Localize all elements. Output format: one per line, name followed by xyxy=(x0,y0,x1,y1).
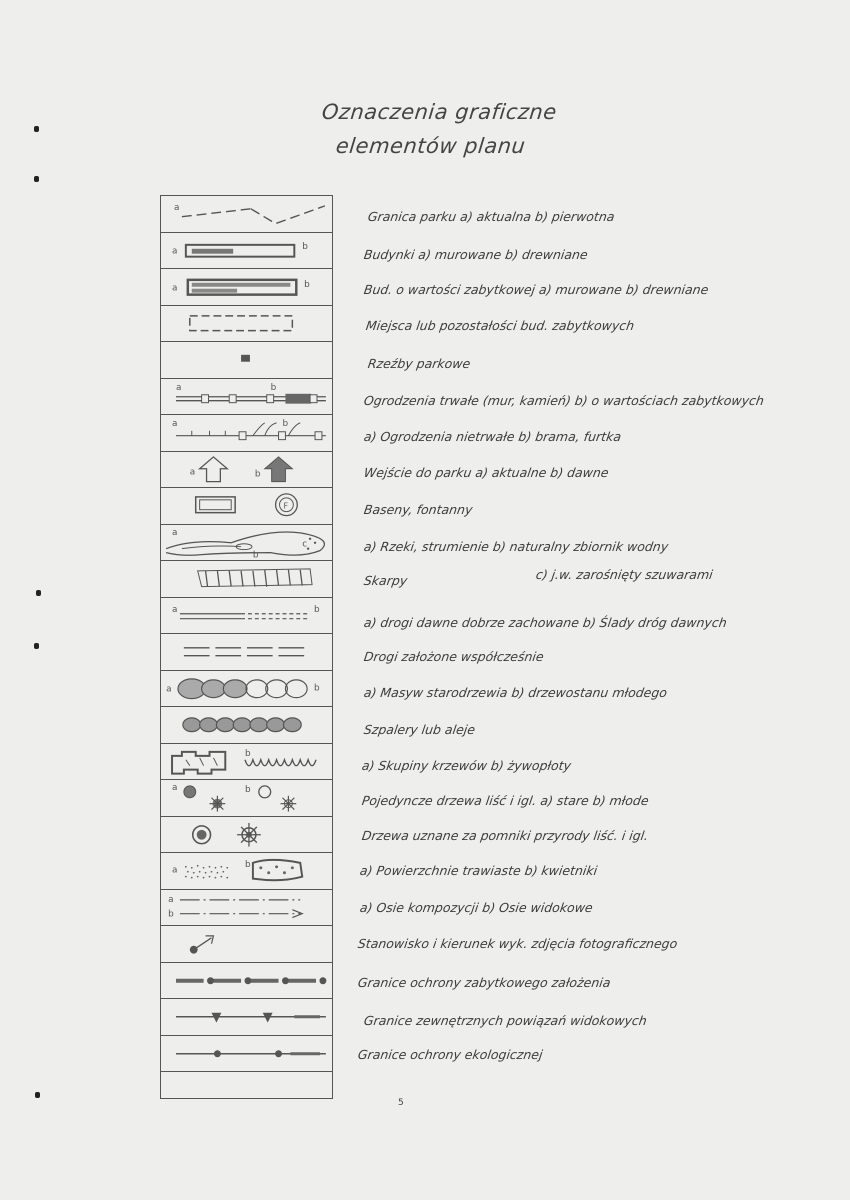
svg-text:b: b xyxy=(314,683,320,694)
buildings-symbol xyxy=(161,233,331,269)
legend-row xyxy=(161,999,332,1036)
temporary-fences-symbol xyxy=(161,415,331,451)
margin-mark xyxy=(34,643,39,649)
photo-position-symbol xyxy=(161,926,331,962)
legend-row xyxy=(161,415,332,452)
legend-label: Granice ochrony ekologicznej xyxy=(356,1047,544,1062)
svg-text:a: a xyxy=(172,246,178,257)
svg-text:a: a xyxy=(172,418,178,429)
legend-row xyxy=(161,634,332,671)
natural-monument-trees-symbol xyxy=(161,817,331,853)
svg-text:a: a xyxy=(172,865,178,876)
page-title-line-1: Oznaczenia graficzne xyxy=(320,100,559,124)
rivers-ponds-symbol xyxy=(161,525,331,561)
composition-axes-symbol xyxy=(161,890,331,926)
permanent-fences-symbol xyxy=(161,379,331,415)
svg-text:a: a xyxy=(175,382,182,393)
margin-mark xyxy=(35,1092,40,1098)
legend-label: Wejście do parku a) aktualne b) dawne xyxy=(362,465,610,480)
legend-label: Drzewa uznane za pomniki przyrody liść. i igl. xyxy=(360,828,650,843)
legend-row xyxy=(161,890,332,927)
legend-label: a) Rzeki, strumienie b) naturalny zbiornik wodny xyxy=(362,539,670,554)
svg-text:b: b xyxy=(245,859,251,870)
legend-table xyxy=(160,195,333,1099)
margin-mark xyxy=(34,176,39,182)
escarpments-symbol xyxy=(161,561,331,597)
svg-text:a: a xyxy=(172,283,178,294)
legend-row xyxy=(161,561,332,598)
legend-row xyxy=(161,780,332,817)
legend-row xyxy=(161,853,332,890)
page-mark: 5 xyxy=(398,1098,404,1108)
legend-row xyxy=(161,598,332,635)
legend-row xyxy=(161,671,332,708)
single-trees-symbol xyxy=(161,780,331,816)
margin-mark xyxy=(34,126,39,132)
ecological-protection-boundary-symbol xyxy=(161,1036,331,1072)
legend-row-empty xyxy=(161,1072,332,1098)
svg-text:b: b xyxy=(252,550,259,560)
legend-label: Ogrodzenia trwałe (mur, kamień) b) o wartościach zabytkowych xyxy=(362,393,765,408)
historic-remnants-symbol xyxy=(161,306,331,342)
legend-label: c) j.w. zarośnięty szuwarami xyxy=(534,567,714,582)
svg-text:b: b xyxy=(245,784,251,795)
legend-label: Budynki a) murowane b) drewniane xyxy=(362,247,589,262)
legend-row xyxy=(161,233,332,270)
legend-label: Szpalery lub aleje xyxy=(362,722,477,737)
legend-row xyxy=(161,196,332,233)
legend-row xyxy=(161,1036,332,1073)
legend-label: Miejsca lub pozostałości bud. zabytkowych xyxy=(364,318,636,333)
legend-row xyxy=(161,744,332,781)
tree-mass-symbol xyxy=(161,671,331,707)
legend-row xyxy=(161,452,332,489)
legend-label: a) drogi dawne dobrze zachowane b) Ślady dróg dawnych xyxy=(362,615,728,630)
legend-label: a) Masyw starodrzewia b) drzewostanu młodego xyxy=(362,685,669,700)
legend-label: Pojedyncze drzewa liść i igl. a) stare b) młode xyxy=(360,793,650,808)
old-roads-symbol xyxy=(161,598,331,634)
legend-row xyxy=(161,306,332,343)
legend-row xyxy=(161,525,332,562)
legend-row xyxy=(161,379,332,416)
park-boundary-symbol xyxy=(161,196,331,232)
legend-label: a) Osie kompozycji b) Osie widokowe xyxy=(358,900,594,915)
legend-row xyxy=(161,342,332,379)
legend-label: Skarpy xyxy=(362,573,409,588)
legend-row xyxy=(161,707,332,744)
legend-label: Granice zewnętrznych powiązań widokowych xyxy=(362,1013,648,1028)
svg-text:c: c xyxy=(302,539,308,550)
lawns-flowerbeds-symbol xyxy=(161,853,331,889)
legend-row xyxy=(161,963,332,1000)
svg-text:b: b xyxy=(282,418,289,429)
svg-text:b: b xyxy=(254,469,261,480)
page-title-line-2: elementów planu xyxy=(334,134,527,158)
legend-label: a) Powierzchnie trawiaste b) kwietniki xyxy=(358,863,599,878)
external-boundaries-symbol xyxy=(161,999,331,1035)
svg-text:a: a xyxy=(174,202,180,213)
svg-text:a: a xyxy=(168,894,174,905)
tree-rows-symbol xyxy=(161,707,331,743)
svg-text:a: a xyxy=(172,604,178,615)
modern-roads-symbol xyxy=(161,634,331,670)
pools-fountains-symbol xyxy=(161,488,331,524)
svg-text:b: b xyxy=(304,279,310,290)
shrub-groups-symbol xyxy=(161,744,331,780)
legend-label: Granice ochrony zabytkowego założenia xyxy=(356,975,612,990)
svg-text:a: a xyxy=(189,467,196,478)
svg-text:F: F xyxy=(283,501,289,511)
svg-text:b: b xyxy=(168,909,174,920)
svg-text:a: a xyxy=(166,684,172,695)
margin-mark xyxy=(36,590,41,596)
svg-text:b: b xyxy=(270,382,277,393)
svg-text:a: a xyxy=(172,782,178,793)
legend-row xyxy=(161,269,332,306)
svg-text:b: b xyxy=(302,241,308,252)
legend-label: Drogi założone współcześnie xyxy=(362,649,545,664)
legend-label: Stanowisko i kierunek wyk. zdjęcia fotograficznego xyxy=(356,936,679,951)
svg-text:a: a xyxy=(172,527,178,538)
legend-row xyxy=(161,926,332,963)
svg-text:b: b xyxy=(245,748,251,759)
legend-label: Rzeźby parkowe xyxy=(366,356,472,371)
park-entrance-symbol xyxy=(161,452,331,488)
legend-row xyxy=(161,817,332,854)
legend-row xyxy=(161,488,332,525)
monument-protection-boundary-symbol xyxy=(161,963,331,999)
legend-label: Granica parku a) aktualna b) pierwotna xyxy=(366,209,616,224)
park-sculptures-symbol xyxy=(161,342,331,378)
svg-text:b: b xyxy=(314,604,320,615)
legend-label: Baseny, fontanny xyxy=(362,502,474,517)
historic-buildings-symbol xyxy=(161,269,331,305)
legend-label: Bud. o wartości zabytkowej a) murowane b) drewniane xyxy=(362,282,710,297)
legend-label: a) Skupiny krzewów b) żywopłoty xyxy=(360,758,573,773)
legend-label: a) Ogrodzenia nietrwałe b) brama, furtka xyxy=(362,429,623,444)
